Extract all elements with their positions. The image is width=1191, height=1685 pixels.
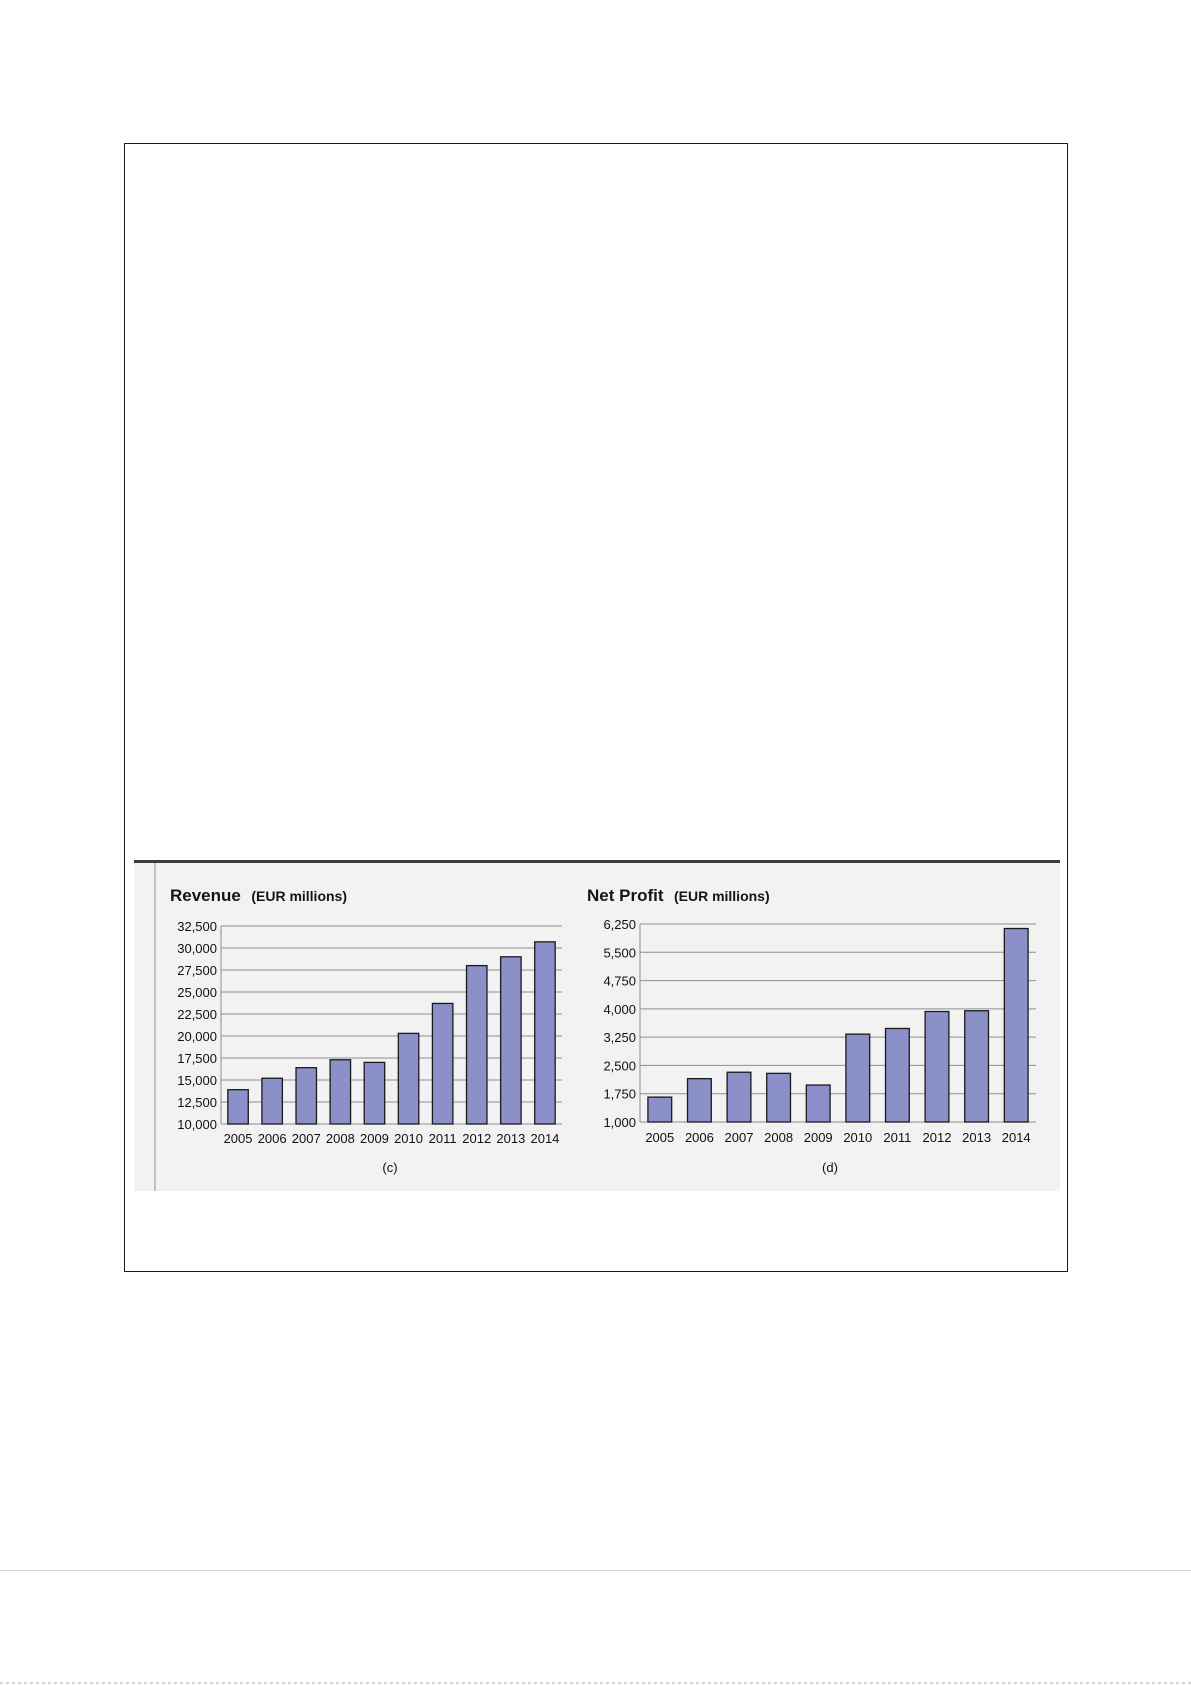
net-profit-chart-title: Net Profit [587,886,664,905]
revenue-x-tick-label: 2010 [394,1131,424,1146]
net-profit-y-tick-label: 2,500 [603,1058,636,1074]
net-profit-x-tick-label: 2005 [645,1130,675,1145]
net-profit-bar-2005 [648,1097,672,1122]
net-profit-bar-2014 [1004,929,1028,1122]
revenue-y-tick-label: 25,000 [177,985,217,1000]
net-profit-chart [134,860,1060,1191]
net-profit-y-tick-label: 5,500 [603,945,636,961]
revenue-x-tick-label: 2012 [462,1131,492,1146]
net-profit-chart-unit: (EUR millions) [673,888,770,904]
revenue-y-tick-label: 32,500 [177,919,217,934]
net-profit-bar-2013 [965,1011,989,1122]
revenue-x-tick-label: 2006 [257,1131,287,1146]
net-profit-y-tick-label: 4,750 [603,973,636,989]
net-profit-y-tick-label: 6,250 [603,917,636,932]
net-profit-bar-2007 [727,1072,751,1122]
revenue-y-tick-label: 27,500 [177,963,217,978]
revenue-x-tick-label: 2008 [325,1131,355,1146]
revenue-x-tick-label: 2014 [530,1131,560,1146]
net-profit-bar-2010 [846,1034,870,1122]
revenue-y-tick-label: 10,000 [177,1117,217,1132]
net-profit-x-tick-label: 2006 [684,1130,714,1145]
net-profit-x-tick-label: 2012 [922,1130,952,1145]
net-profit-y-tick-label: 3,250 [603,1030,636,1046]
net-profit-y-tick-label: 1,000 [603,1115,636,1130]
revenue-y-tick-label: 30,000 [177,941,217,956]
revenue-x-tick-label: 2005 [223,1131,253,1146]
net-profit-chart-caption: (d) [822,1160,838,1175]
footer-divider [0,1570,1191,1571]
revenue-chart-caption: (c) [382,1160,398,1175]
net-profit-y-tick-label: 1,750 [603,1086,636,1102]
net-profit-x-tick-label: 2007 [724,1130,754,1145]
net-profit-bar-2008 [767,1073,791,1122]
revenue-x-tick-label: 2013 [496,1131,526,1146]
net-profit-y-tick-label: 4,000 [603,1001,636,1017]
revenue-y-tick-label: 20,000 [177,1029,217,1044]
revenue-y-tick-label: 12,500 [177,1095,217,1110]
svg-text:Net Profit (EUR millions [587,886,770,905]
footer-edge [0,1682,1191,1684]
figure-panel [134,860,1060,1191]
net-profit-x-tick-label: 2011 [883,1130,912,1145]
revenue-chart-unit: (EUR millions) [251,888,347,904]
net-profit-x-tick-label: 2009 [803,1130,833,1145]
revenue-x-tick-label: 2011 [428,1131,457,1146]
revenue-y-tick-label: 22,500 [177,1007,217,1022]
net-profit-bar-2011 [886,1028,910,1122]
net-profit-x-tick-label: 2008 [764,1130,794,1145]
revenue-x-tick-label: 2009 [359,1131,389,1146]
net-profit-bar-2009 [806,1085,830,1122]
net-profit-x-tick-label: 2010 [843,1130,873,1145]
net-profit-x-tick-label: 2014 [1001,1130,1031,1145]
revenue-y-tick-label: 17,500 [177,1051,217,1066]
revenue-chart-title: Revenue [170,886,241,905]
net-profit-bar-2012 [925,1011,949,1122]
revenue-x-tick-label: 2007 [291,1131,321,1146]
net-profit-bar-2006 [688,1079,712,1122]
revenue-y-tick-label: 15,000 [177,1073,217,1088]
net-profit-x-tick-label: 2013 [962,1130,992,1145]
